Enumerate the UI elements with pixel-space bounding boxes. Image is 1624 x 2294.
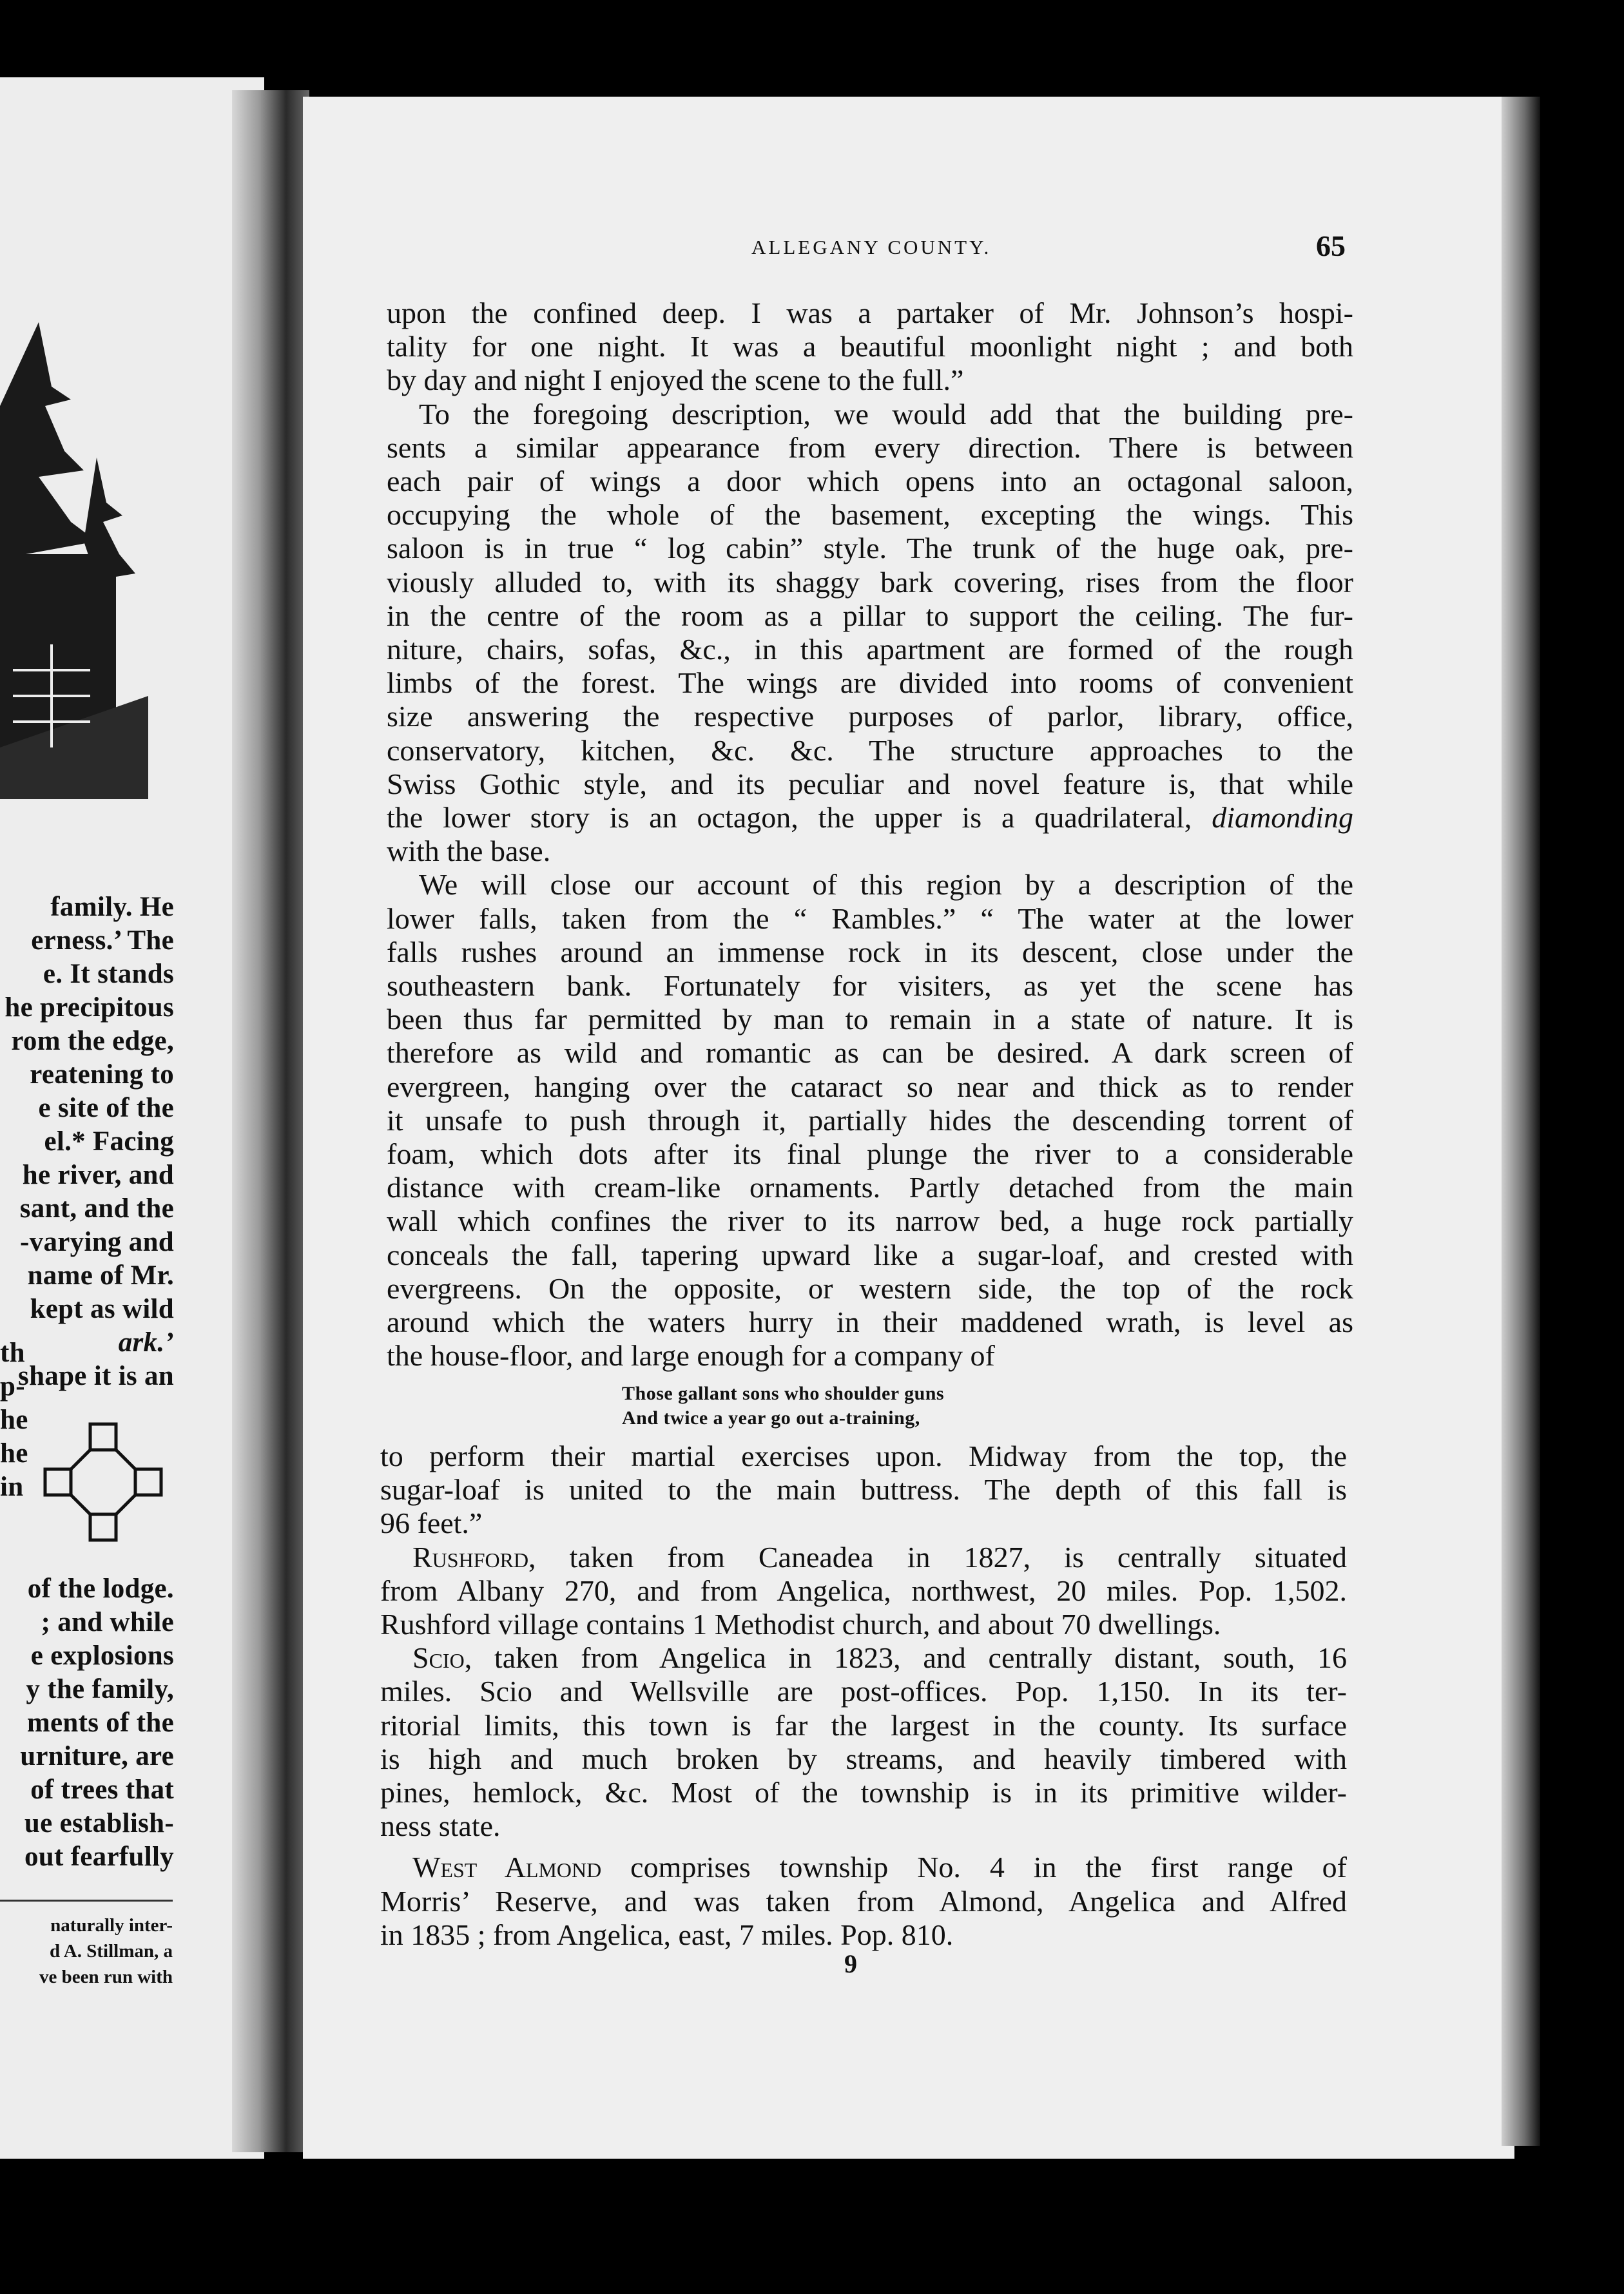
text-line: miles. Scio and Wellsville are post-offices. Pop. 1,150. In its ter- (380, 1675, 1347, 1708)
left-line: ; and while (41, 1607, 174, 1637)
text-line: To the foregoing description, we would add that the building pre- (419, 397, 1353, 430)
text-fragment: comprises township No. 4 in the first range of (601, 1851, 1347, 1884)
signature-mark: 9 (844, 1949, 857, 1978)
text-line (380, 1541, 1347, 1574)
verse-line: And twice a year go out a-training, (622, 1407, 920, 1429)
text-line: limbs of the forest. The wings are divided into rooms of convenient (387, 666, 1353, 700)
text-line: the house-floor, and large enough for a company of (387, 1339, 995, 1373)
left-line: -varying and (20, 1227, 174, 1257)
left-line: th (0, 1338, 25, 1368)
text-line: it unsafe to push through it, partially hides the descending torrent of (387, 1103, 1353, 1137)
book-gutter (232, 90, 309, 2152)
text-line: sents a similar appearance from every direction. There is between (387, 430, 1353, 464)
text-line: in 1835 ; from Angelica, east, 7 miles. Pop. 810. (380, 1918, 954, 1951)
left-line: name of Mr. (27, 1260, 174, 1291)
text-line: We will close our account of this region by a description of the (419, 868, 1353, 901)
text-line: Morris’ Reserve, and was taken from Almond, Angelica and Alfred (380, 1884, 1347, 1918)
paragraph (380, 1440, 1347, 1541)
left-line: urniture, are (20, 1741, 174, 1771)
footnote-line: naturally inter- (50, 1915, 173, 1936)
text-line: southeastern bank. Fortunately for visiters, as yet the scene has (387, 969, 1353, 1003)
text-line: lower falls, taken from the “ Rambles.” “ The water at the lower (387, 901, 1353, 935)
left-line: e. It stands (43, 959, 174, 989)
tree-illustration (0, 309, 148, 799)
left-line: y the family, (26, 1674, 174, 1704)
left-line: rom the edge, (11, 1026, 174, 1056)
text-line: wall which confines the river to its narrow bed, a huge rock partially (387, 1204, 1353, 1238)
left-line: el.* Facing (44, 1126, 174, 1157)
left-line: of the lodge. (27, 1574, 174, 1604)
text-line: ritorial limits, this town is far the largest in the county. Its surface (380, 1708, 1347, 1742)
left-line: ments of the (26, 1708, 174, 1738)
text-line: size answering the respective purposes of parlor, library, office, (387, 700, 1353, 733)
verse-line: Those gallant sons who shoulder guns (622, 1383, 945, 1404)
left-line: family. He (50, 892, 174, 922)
left-line: kept as wild (30, 1294, 174, 1324)
left-line: shape it is an (18, 1361, 174, 1391)
lodge-floorplan-diagram (35, 1418, 171, 1547)
text-line: upon the confined deep. I was a partaker of Mr. Johnson’s hospi- (387, 296, 1353, 329)
paragraph-west-almond (380, 1851, 1347, 1952)
left-line: ue establish- (24, 1808, 174, 1838)
body-text-lower (380, 1440, 1347, 1952)
footnote-line: ve been run with (39, 1967, 173, 1987)
text-line: each pair of wings a door which opens into an octagonal saloon, (387, 465, 1353, 498)
left-line: of trees that (30, 1775, 174, 1805)
paragraph (387, 296, 1353, 398)
text-line: with the base. (387, 834, 551, 868)
text-line: ness state. (380, 1809, 501, 1843)
left-page-footnote (0, 1913, 173, 1990)
paragraph (387, 868, 1353, 1373)
left-line: e site of the (38, 1093, 174, 1123)
text-line (380, 1851, 1347, 1884)
left-page-text-column-a (0, 891, 174, 1393)
paragraph (387, 398, 1353, 869)
left-line: reatening to (30, 1059, 174, 1090)
text-line: in the centre of the room as a pillar to support the ceiling. The fur- (387, 599, 1353, 632)
page-edge-shadow (1502, 97, 1540, 2146)
town-name: West Almond (412, 1851, 602, 1884)
verse-quotation (622, 1382, 944, 1431)
running-head: ALLEGANY COUNTY. (751, 236, 992, 258)
body-text-upper (387, 296, 1353, 1373)
text-line: foam, which dots after its final plunge the river to a considerable (387, 1137, 1353, 1171)
left-line: ark.’ (118, 1327, 174, 1358)
text-line: to perform their martial exercises upon. Midway from the top, the (380, 1440, 1347, 1472)
text-line: 96 feet.” (380, 1507, 483, 1540)
left-page-text-column-c (0, 1572, 174, 1874)
left-line: p- (0, 1371, 25, 1402)
text-line: from Albany 270, and from Angelica, northwest, 20 miles. Pop. 1,502. (380, 1574, 1347, 1607)
text-line: distance with cream-like ornaments. Partly detached from the main (387, 1171, 1353, 1204)
left-line: he (0, 1438, 28, 1469)
left-line: he precipitous (5, 992, 174, 1023)
left-line: in (0, 1472, 24, 1502)
text-fragment: taken from Angelica in 1823, and centrally distant, south, 16 (472, 1641, 1347, 1675)
text-line: around which the waters hurry in their maddened wrath, is level as (387, 1306, 1353, 1339)
text-line: evergreen, hanging over the cataract so near and thick as to render (387, 1070, 1353, 1103)
text-line: evergreens. On the opposite, or western side, the top of the rock (387, 1271, 1353, 1305)
left-line: e explosions (30, 1641, 174, 1671)
text-line: Rushford village contains 1 Methodist church, and about 70 dwellings. (380, 1608, 1221, 1641)
text-line: conservatory, kitchen, &c. &c. The structure approaches to the (387, 733, 1353, 767)
text-line: niture, chairs, sofas, &c., in this apartment are formed of the rough (387, 633, 1353, 666)
text-line: by day and night I enjoyed the scene to the full.” (387, 363, 964, 397)
town-name: Scio, (412, 1641, 472, 1675)
text-line: viously alluded to, with its shaggy bark covering, rises from the floor (387, 565, 1353, 599)
italic-word: diamonding (1212, 801, 1353, 834)
text-line: therefore as wild and romantic as can be desired. A dark screen of (387, 1036, 1353, 1070)
text-line: Swiss Gothic style, and its peculiar and novel feature is, that while (387, 767, 1353, 800)
text-fragment: the lower story is an octagon, the upper is a quadrilateral, (387, 801, 1192, 834)
text-line: pines, hemlock, &c. Most of the township is in its primitive wilder- (380, 1776, 1347, 1809)
text-line (380, 1641, 1347, 1675)
left-line: he river, and (22, 1160, 174, 1190)
left-page (0, 77, 264, 2159)
text-line: sugar-loaf is united to the main buttress. The depth of this fall is (380, 1473, 1347, 1507)
text-line: saloon is in true “ log cabin” style. The trunk of the huge oak, pre- (387, 532, 1353, 565)
left-line: out fearfully (24, 1842, 174, 1872)
text-line: been thus far permitted by man to remain in a state of nature. It is (387, 1003, 1353, 1036)
text-line: occupying the whole of the basement, excepting the wings. This (387, 498, 1353, 532)
text-line: falls rushes around an immense rock in its descent, close under the (387, 935, 1353, 969)
paragraph-rushford (380, 1541, 1347, 1642)
text-line: is high and much broken by streams, and heavily timbered with (380, 1742, 1347, 1775)
footnote-line: d A. Stillman, a (50, 1941, 173, 1961)
left-line: erness.’ The (31, 925, 174, 956)
left-line: sant, and the (19, 1193, 174, 1224)
footnote-rule (0, 1900, 173, 1902)
town-name: Rushford, (412, 1540, 536, 1574)
page-number: 65 (1316, 229, 1346, 262)
text-line (387, 801, 1353, 834)
text-line: tality for one night. It was a beautiful moonlight night ; and both (387, 330, 1353, 363)
left-line: he (0, 1405, 28, 1435)
text-fragment: taken from Caneadea in 1827, is centrally situated (536, 1540, 1347, 1574)
paragraph-scio (380, 1641, 1347, 1843)
text-line: conceals the fall, tapering upward like a sugar-loaf, and crested with (387, 1238, 1353, 1271)
